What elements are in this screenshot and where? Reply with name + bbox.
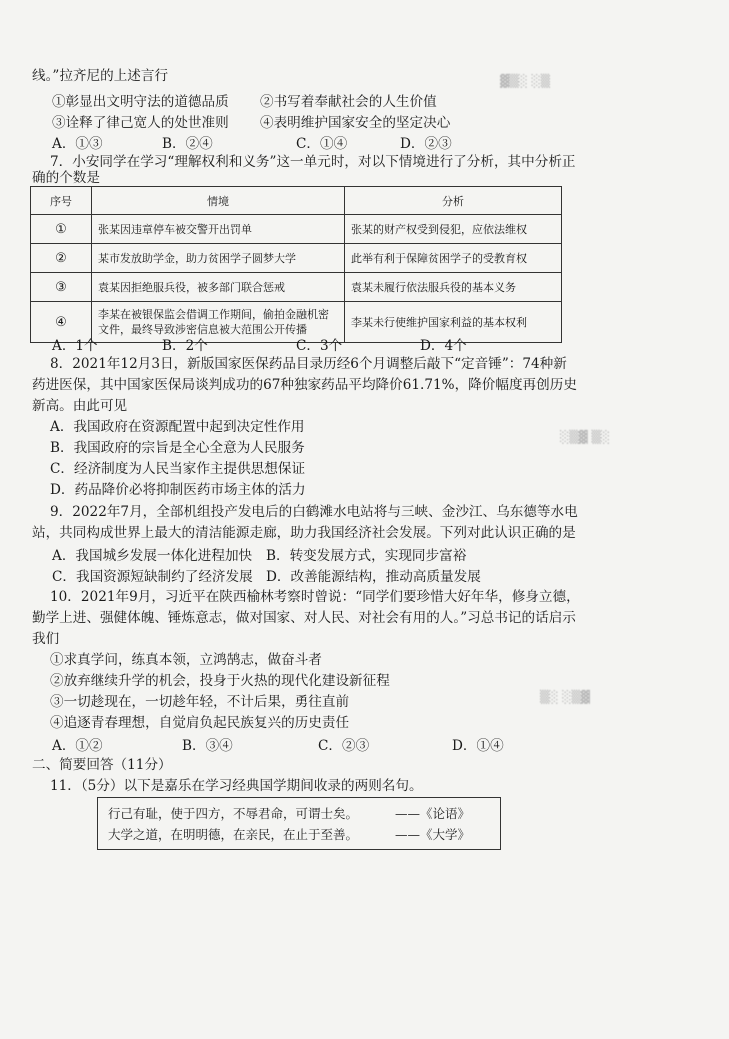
table-header-row	[31, 187, 562, 215]
q8-stem-line2: 药进医保，其中国家医保局谈判成功的67种独家药品平均降价61.71%，降价幅度再创历史	[32, 377, 577, 393]
q10-statement-4: ④追逐青春理想，自觉肩负起民族复兴的历史责任	[50, 715, 350, 731]
table-cell-number: ②	[31, 244, 92, 273]
q8-option-a: A．我国政府在资源配置中起到决定性作用	[50, 419, 305, 435]
table-cell-analysis: 李某未行使维护国家利益的基本权利	[345, 302, 562, 343]
bleed-through: ░▒▓ ▒░	[560, 430, 610, 444]
table-cell-analysis: 袁某未履行依法服兵役的基本义务	[345, 273, 562, 302]
q7-choice-d: D．4个	[420, 338, 467, 354]
q10-statement-3: ③一切趁现在，一切趁年轻，不计后果，勇往直前	[50, 694, 350, 710]
table-cell-analysis: 此举有利于保障贫困学子的受教育权	[345, 244, 562, 273]
q10-choice-d: D．①④	[452, 738, 504, 754]
q8-option-c: C．经济制度为人民当家作主提供思想保证	[50, 461, 306, 477]
table-row	[31, 244, 562, 273]
q7-choice-b: B．2个	[162, 338, 208, 354]
q10-choice-b: B．③④	[182, 738, 233, 754]
quote-box	[97, 797, 501, 850]
q7-stem-line1: 7．小安同学在学习“理解权利和义务”这一单元时，对以下情境进行了分析，其中分析正	[50, 154, 576, 170]
q6-option-3: ③诠释了律己宽人的处世准则	[52, 115, 229, 131]
q6-choice-b: B．②④	[162, 136, 213, 152]
table-header-situation: 情境	[92, 187, 345, 215]
bleed-through: ▒░ ░▒▓	[540, 690, 590, 704]
q6-choice-d: D．②③	[400, 136, 452, 152]
q10-statement-1: ①求真学问，练真本领，立鸿鹄志，做奋斗者	[50, 652, 322, 668]
table-header-analysis: 分析	[345, 187, 562, 215]
bleed-through: ▓▒░ ░▒	[500, 74, 550, 88]
quote-source: ——《论语》	[394, 806, 470, 821]
q9-option-a: A．我国城乡发展一体化进程加快	[52, 548, 253, 564]
q6-option-4: ④表明维护国家安全的坚定决心	[260, 115, 451, 131]
q10-stem-line2: 勤学上进、强健体魄、锤炼意志，做对国家、对人民、对社会有用的人。”习总书记的话启示	[32, 610, 576, 626]
q6-tail: 线。”拉齐尼的上述言行	[32, 68, 169, 84]
table-row	[31, 273, 562, 302]
q8-stem-line3: 新高。由此可见	[32, 398, 128, 414]
quote-text: 行己有耻，使于四方，不辱君命，可谓士矣。	[108, 806, 359, 821]
q6-choice-c: C．①④	[296, 136, 348, 152]
q10-choice-a: A．①②	[52, 738, 103, 754]
table-header-number: 序号	[31, 187, 92, 215]
q6-choice-a: A．①③	[52, 136, 103, 152]
quote-source: ——《大学》	[394, 827, 470, 842]
q6-option-1: ①彰显出文明守法的道德品质	[52, 94, 229, 110]
q8-stem-line1: 8．2021年12月3日，新版国家医保药品目录历经6个月调整后敲下“定音锤”：74种新	[50, 356, 567, 372]
table-cell-situation: 张某因违章停车被交警开出罚单	[92, 215, 345, 244]
table-cell-analysis: 张某的财产权受到侵犯，应依法维权	[345, 215, 562, 244]
q10-statement-2: ②放弃继续升学的机会，投身于火热的现代化建设新征程	[50, 673, 390, 689]
q6-option-2: ②书写着奉献社会的人生价值	[260, 94, 437, 110]
q9-option-d: D．改善能源结构，推动高质量发展	[266, 569, 481, 585]
q10-choice-c: C．②③	[318, 738, 370, 754]
q8-option-d: D．药品降价必将抑制医药市场主体的活力	[50, 482, 306, 498]
q9-option-c: C．我国资源短缺制约了经济发展	[52, 569, 253, 585]
q10-stem-line1: 10．2021年9月，习近平在陕西榆林考察时曾说：“同学们要珍惜大好年华，修身立德，	[50, 589, 580, 605]
table-cell-situation: 李某在被银保监会借调工作期间，偷拍金融机密文件，最终导致涉密信息被大范围公开传播	[92, 302, 345, 343]
q7-choice-c: C．3个	[296, 338, 343, 354]
q9-option-b: B．转变发展方式，实现同步富裕	[266, 548, 467, 564]
section-2-title: 二、简要回答（11分）	[32, 757, 172, 773]
q11-stem: 11．（5分）以下是嘉乐在学习经典国学期间收录的两则名句。	[50, 778, 423, 794]
q7-stem-line2: 确的个数是	[32, 170, 100, 186]
table-cell-number: ①	[31, 215, 92, 244]
q9-stem-line1: 9．2022年7月，全部机组投产发电后的白鹤滩水电站将与三峡、金沙江、乌东德等水电	[50, 504, 578, 520]
situation-table	[30, 186, 562, 343]
quote-text: 大学之道，在明明德，在亲民，在止于至善。	[108, 827, 359, 842]
table-row	[31, 215, 562, 244]
q9-stem-line2: 站，共同构成世界上最大的清洁能源走廊，助力我国经济社会发展。下列对此认识正确的是	[32, 525, 576, 541]
table-cell-number: ④	[31, 302, 92, 343]
table-cell-situation: 袁某因拒绝服兵役，被多部门联合惩戒	[92, 273, 345, 302]
table-cell-situation: 某市发放助学金，助力贫困学子圆梦大学	[92, 244, 345, 273]
q10-stem-line3: 我们	[32, 631, 60, 647]
q7-choice-a: A．1个	[52, 338, 98, 354]
q8-option-b: B．我国政府的宗旨是全心全意为人民服务	[50, 440, 305, 456]
table-cell-number: ③	[31, 273, 92, 302]
